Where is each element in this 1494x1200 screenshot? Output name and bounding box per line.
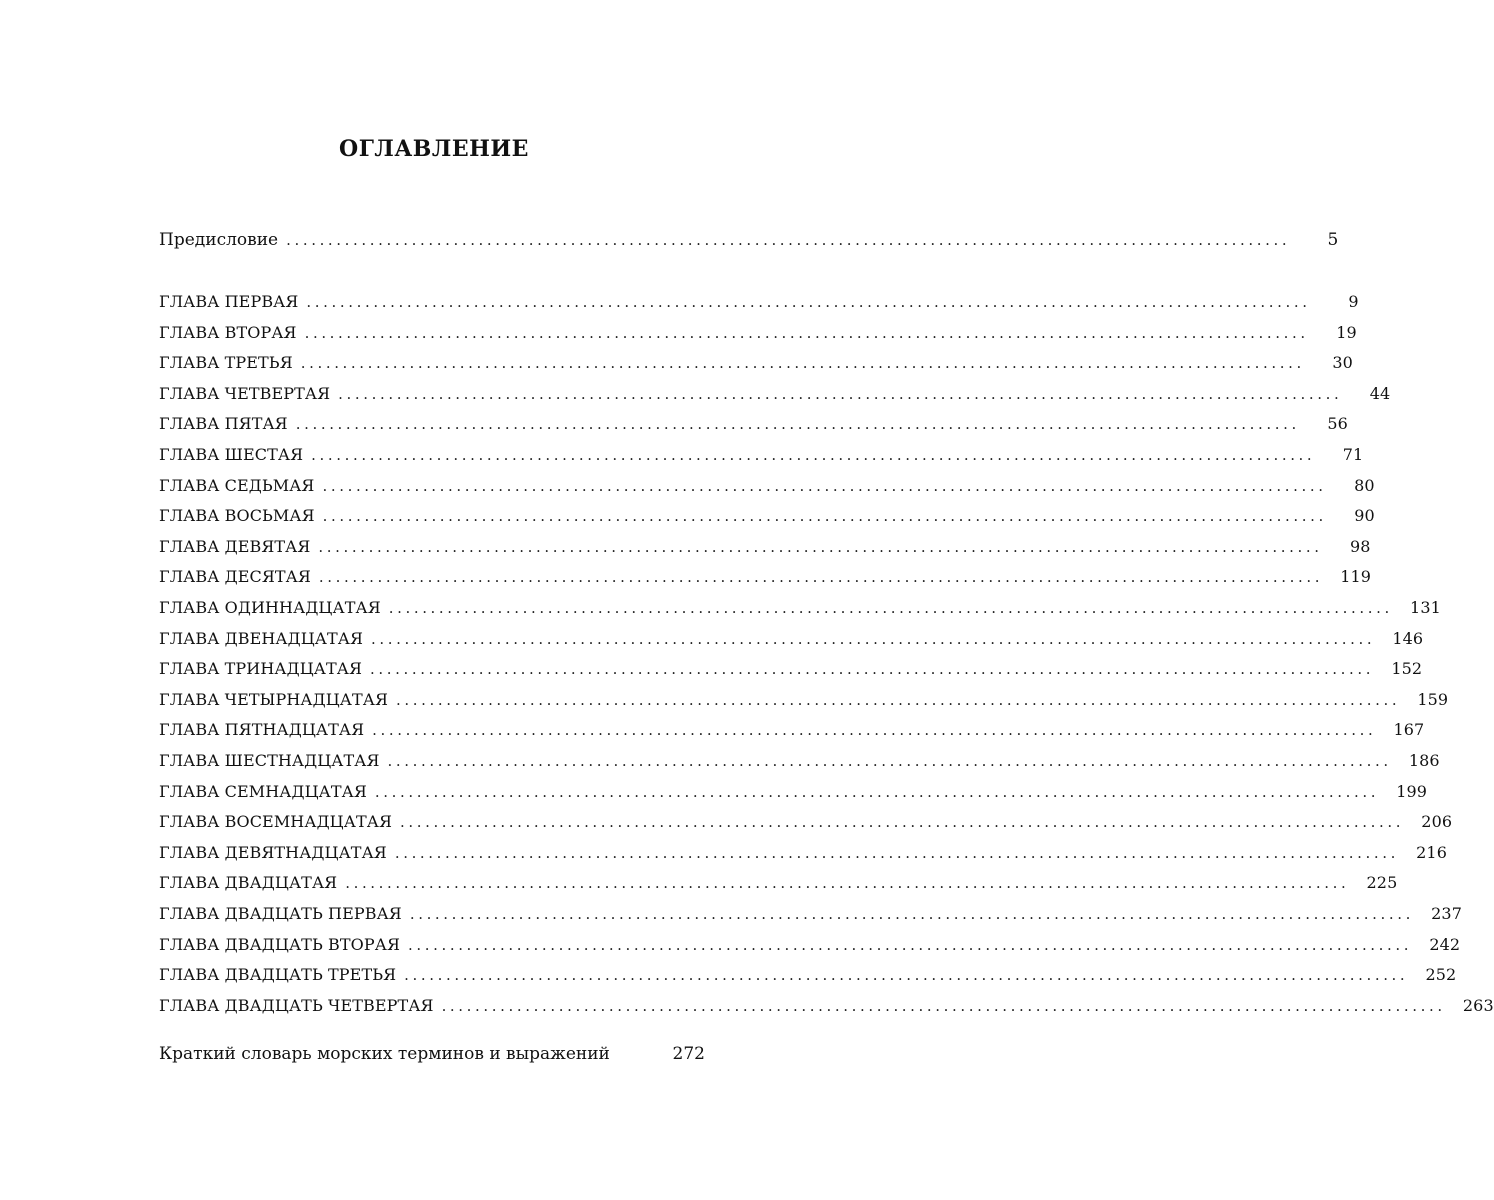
toc-entry-label: ГЛАВА ВОСЕМНАДЦАТАЯ — [159, 812, 392, 832]
dot-leader: ........................................................................................................................ — [394, 843, 1399, 862]
toc-entry-chapter[interactable] — [159, 720, 1425, 746]
toc-entry-page: 5 — [1327, 230, 1339, 250]
page-title: ОГЛАВЛЕНИЕ — [339, 136, 529, 162]
toc-entry-label: ГЛАВА ДВАДЦАТЬ ПЕРВАЯ — [159, 904, 402, 923]
dot-leader: ........................................................................................................................ — [295, 415, 1300, 434]
dot-leader: ........................................................................................................................ — [407, 935, 1413, 954]
toc-entry-chapter[interactable] — [159, 353, 1353, 379]
toc-entry-chapter[interactable] — [159, 567, 1372, 593]
toc-entry-page: 98 — [1350, 536, 1371, 556]
dot-leader: ........................................................................................................................ — [399, 813, 1405, 832]
toc-entry-chapter[interactable] — [159, 842, 1447, 869]
toc-entry-page: 159 — [1417, 689, 1449, 709]
toc-entry-label: ГЛАВА ВОСЬМАЯ — [159, 506, 315, 526]
toc-entry-page: 90 — [1354, 506, 1375, 526]
dot-leader: ........................................................................................................................ — [345, 874, 1350, 893]
toc-entry-chapter[interactable] — [159, 536, 1371, 563]
toc-entry-label: ГЛАВА ДЕСЯТАЯ — [159, 567, 311, 587]
toc-entry-page: 252 — [1425, 965, 1457, 985]
dot-leader: ........................................................................................................................ — [404, 966, 1409, 985]
dot-leader: ........................................................................................................................ — [388, 599, 1393, 617]
toc-entry-chapter[interactable] — [159, 812, 1453, 838]
toc-entry-label: Предисловие — [159, 230, 279, 250]
toc-entry-chapter[interactable] — [159, 934, 1461, 961]
toc-entry-page: 237 — [1431, 904, 1462, 923]
dot-leader: ........................................................................................................................ — [318, 568, 1324, 587]
dot-leader: ........................................................................................................................ — [311, 446, 1316, 464]
dot-leader: ........................................................................................................................ — [371, 629, 1376, 648]
toc-entry-page: 225 — [1366, 873, 1398, 893]
toc-entry-page: 146 — [1392, 628, 1424, 648]
toc-entry-label: ГЛАВА ЧЕТЫРНАДЦАТАЯ — [159, 689, 389, 709]
toc-entry-page: 186 — [1408, 751, 1440, 770]
toc-entry-page: 206 — [1421, 812, 1453, 832]
toc-entry-page: 167 — [1393, 720, 1425, 740]
toc-entry-chapter[interactable] — [159, 659, 1423, 685]
toc-entry-page: 131 — [1410, 598, 1441, 617]
toc-entry-chapter[interactable] — [159, 598, 1441, 624]
toc-entry-page: 71 — [1342, 445, 1364, 464]
toc-entry-label: ГЛАВА ДВЕНАДЦАТАЯ — [159, 628, 364, 648]
toc-entry-label: ГЛАВА ПЕРВАЯ — [159, 292, 299, 311]
toc-entry-label: ГЛАВА ШЕСТАЯ — [159, 445, 304, 464]
toc-entry-page: 199 — [1396, 781, 1428, 801]
toc-entry-label: ГЛАВА ШЕСТНАДЦАТАЯ — [159, 751, 380, 770]
toc-entry-page: 19 — [1336, 322, 1357, 342]
toc-entry-page: 9 — [1348, 292, 1359, 311]
toc-entry-label: ГЛАВА ДВАДЦАТЬ ТРЕТЬЯ — [159, 965, 397, 985]
toc-entry-label: ГЛАВА ДЕВЯТАЯ — [159, 536, 311, 556]
toc-entry-chapter[interactable] — [159, 751, 1440, 777]
toc-entry-page: 80 — [1354, 475, 1375, 495]
toc-entry-label: ГЛАВА ВТОРАЯ — [159, 322, 297, 342]
dot-leader: ........................................................................................................................ — [409, 905, 1414, 923]
toc-entry-chapter[interactable] — [159, 322, 1357, 349]
toc-entry-page: 272 — [672, 1044, 705, 1064]
toc-entry-chapter[interactable] — [159, 445, 1364, 471]
toc-entry-chapter[interactable] — [159, 292, 1359, 318]
dot-leader: ........................................................................................................................ — [304, 323, 1309, 342]
toc-entry-label: ГЛАВА ТРЕТЬЯ — [159, 353, 293, 373]
toc-entry-label: ГЛАВА СЕМНАДЦАТАЯ — [159, 781, 367, 801]
toc-entry-label: Краткий словарь морских терминов и выражений — [159, 1044, 610, 1064]
toc-entry-label: ГЛАВА ДЕВЯТНАДЦАТАЯ — [159, 842, 387, 862]
dot-leader: ........................................................................................................................ — [322, 476, 1327, 495]
toc-entry-glossary[interactable] — [159, 1044, 705, 1070]
toc-entry-chapter[interactable] — [159, 506, 1375, 532]
toc-entry-page: 119 — [1340, 567, 1372, 587]
toc-entry-chapter[interactable] — [159, 689, 1449, 716]
dot-leader: ........................................................................................................................ — [369, 660, 1375, 679]
toc-entry-chapter[interactable] — [159, 414, 1348, 440]
toc-entry-page: 44 — [1369, 383, 1391, 403]
toc-entry-chapter[interactable] — [159, 475, 1375, 502]
toc-entry-label: ГЛАВА ДВАДЦАТЬ ВТОРАЯ — [159, 934, 400, 954]
dot-leader: ........................................................................................................................ — [306, 293, 1311, 311]
dot-leader: ........................................................................................................................ — [396, 690, 1401, 709]
toc-entry-chapter[interactable] — [159, 965, 1457, 991]
toc-entry-label: ГЛАВА ТРИНАДЦАТАЯ — [159, 659, 362, 679]
toc-entry-label: ГЛАВА ПЯТАЯ — [159, 414, 288, 434]
toc-entry-page: 242 — [1429, 934, 1461, 954]
toc-entry-chapter[interactable] — [159, 383, 1391, 410]
toc-entry-label: ГЛАВА ДВАДЦАТЬ ЧЕТВЕРТАЯ — [159, 995, 434, 1015]
dot-leader: ........................................................................................................................ — [318, 537, 1323, 556]
toc-entry-page: 152 — [1391, 659, 1423, 679]
toc-entry-page: 30 — [1332, 353, 1353, 373]
dot-leader: ........................................................................................................................ — [338, 384, 1343, 403]
toc-entry-page: 216 — [1416, 842, 1447, 862]
toc-entry-chapter[interactable] — [159, 781, 1428, 808]
dot-leader: ........................................................................................................................ — [286, 231, 1291, 249]
toc-entry-chapter[interactable] — [159, 873, 1398, 899]
toc-entry-page: 56 — [1327, 414, 1348, 434]
dot-leader: ........................................................................................................................ — [372, 721, 1377, 740]
dot-leader: ........................................................................................................................ — [374, 782, 1380, 801]
toc-entry-preface[interactable] — [159, 230, 1339, 256]
dot-leader: ........................................................................................................................ — [387, 752, 1392, 770]
toc-entry-label: ГЛАВА ОДИННАДЦАТАЯ — [159, 598, 381, 617]
toc-entry-chapter[interactable] — [159, 904, 1462, 930]
toc-entry-label: ГЛАВА ПЯТНАДЦАТАЯ — [159, 720, 365, 740]
toc-entry-chapter[interactable] — [159, 628, 1424, 655]
dot-leader: ........................................................................................................................ — [441, 996, 1446, 1015]
toc-entry-page: 263 — [1462, 995, 1494, 1015]
toc-entry-label: ГЛАВА СЕДЬМАЯ — [159, 475, 315, 495]
toc-entry-label: ГЛАВА ЧЕТВЕРТАЯ — [159, 383, 331, 403]
toc-entry-chapter[interactable] — [159, 995, 1494, 1022]
dot-leader: ........................................................................................................................ — [322, 507, 1327, 526]
toc-entry-label: ГЛАВА ДВАДЦАТАЯ — [159, 873, 338, 893]
dot-leader: ........................................................................................................................ — [300, 354, 1305, 373]
